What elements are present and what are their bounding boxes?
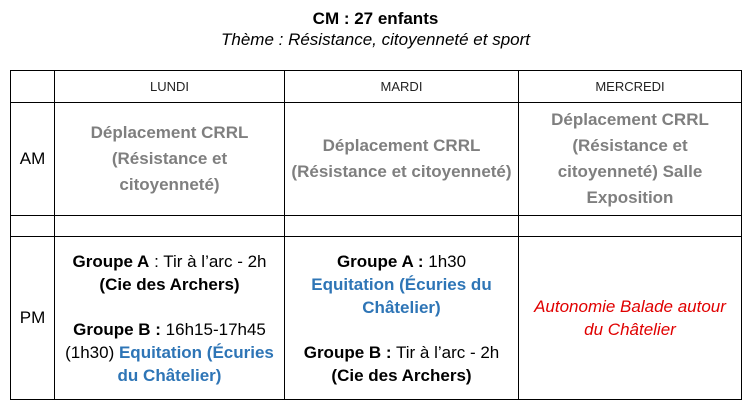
pm-mercredi-cell: Autonomie Balade autour du Châtelier xyxy=(519,237,742,400)
am-label: AM xyxy=(11,103,55,216)
groupe-b-text: Tir à l’arc - 2h xyxy=(391,342,500,362)
pm-row xyxy=(11,237,742,400)
group-gap xyxy=(291,319,512,341)
group-gap xyxy=(61,296,278,318)
am-row xyxy=(11,103,742,216)
am-lundi-cell: Déplacement CRRL (Résistance et citoyenneté) xyxy=(55,103,285,216)
schedule-table xyxy=(10,70,742,400)
spacer-cell xyxy=(285,216,519,237)
spacer-row xyxy=(11,216,742,237)
groupe-b-activity: Equitation (Écuries du Châtelier) xyxy=(117,342,274,385)
groupe-b-label: Groupe B : xyxy=(73,319,161,339)
page-theme: Thème : Résistance, citoyenneté et sport xyxy=(221,30,530,49)
header-row xyxy=(11,71,742,103)
corner-cell xyxy=(11,71,55,103)
groupe-a-label: Groupe A : xyxy=(336,251,424,271)
groupe-a-label: Groupe A xyxy=(72,251,150,271)
pm-label: PM xyxy=(11,237,55,400)
groupe-a-text: 1h30 xyxy=(423,251,467,271)
spacer-cell xyxy=(11,216,55,237)
pm-lundi-groupe-b xyxy=(61,318,278,387)
spacer-cell xyxy=(519,216,742,237)
groupe-b-label: Groupe B : xyxy=(303,342,392,362)
day-header-lundi: LUNDI xyxy=(55,71,285,103)
pm-mardi-groupe-a xyxy=(291,250,512,319)
groupe-a-place: (Cie des Archers) xyxy=(99,274,240,294)
am-mercredi-cell: Déplacement CRRL (Résistance et citoyenneté) Salle Exposition xyxy=(519,103,742,216)
pm-mardi-cell xyxy=(285,237,519,400)
groupe-b-text: 16h15-17h45 (1h30) xyxy=(65,319,266,362)
page-title: CM : 27 enfants xyxy=(312,9,439,28)
pm-lundi-groupe-a xyxy=(61,250,278,296)
spacer-cell xyxy=(55,216,285,237)
day-header-mercredi: MERCREDI xyxy=(519,71,742,103)
groupe-b-place: (Cie des Archers) xyxy=(331,365,472,385)
groupe-a-activity: Equitation (Écuries du Châtelier) xyxy=(311,274,492,317)
pm-lundi-cell xyxy=(55,237,285,400)
groupe-a-text: : Tir à l’arc - 2h xyxy=(149,251,267,271)
day-header-mardi: MARDI xyxy=(285,71,519,103)
am-mardi-cell: Déplacement CRRL (Résistance et citoyenneté) xyxy=(285,103,519,216)
pm-mardi-groupe-b xyxy=(291,341,512,387)
